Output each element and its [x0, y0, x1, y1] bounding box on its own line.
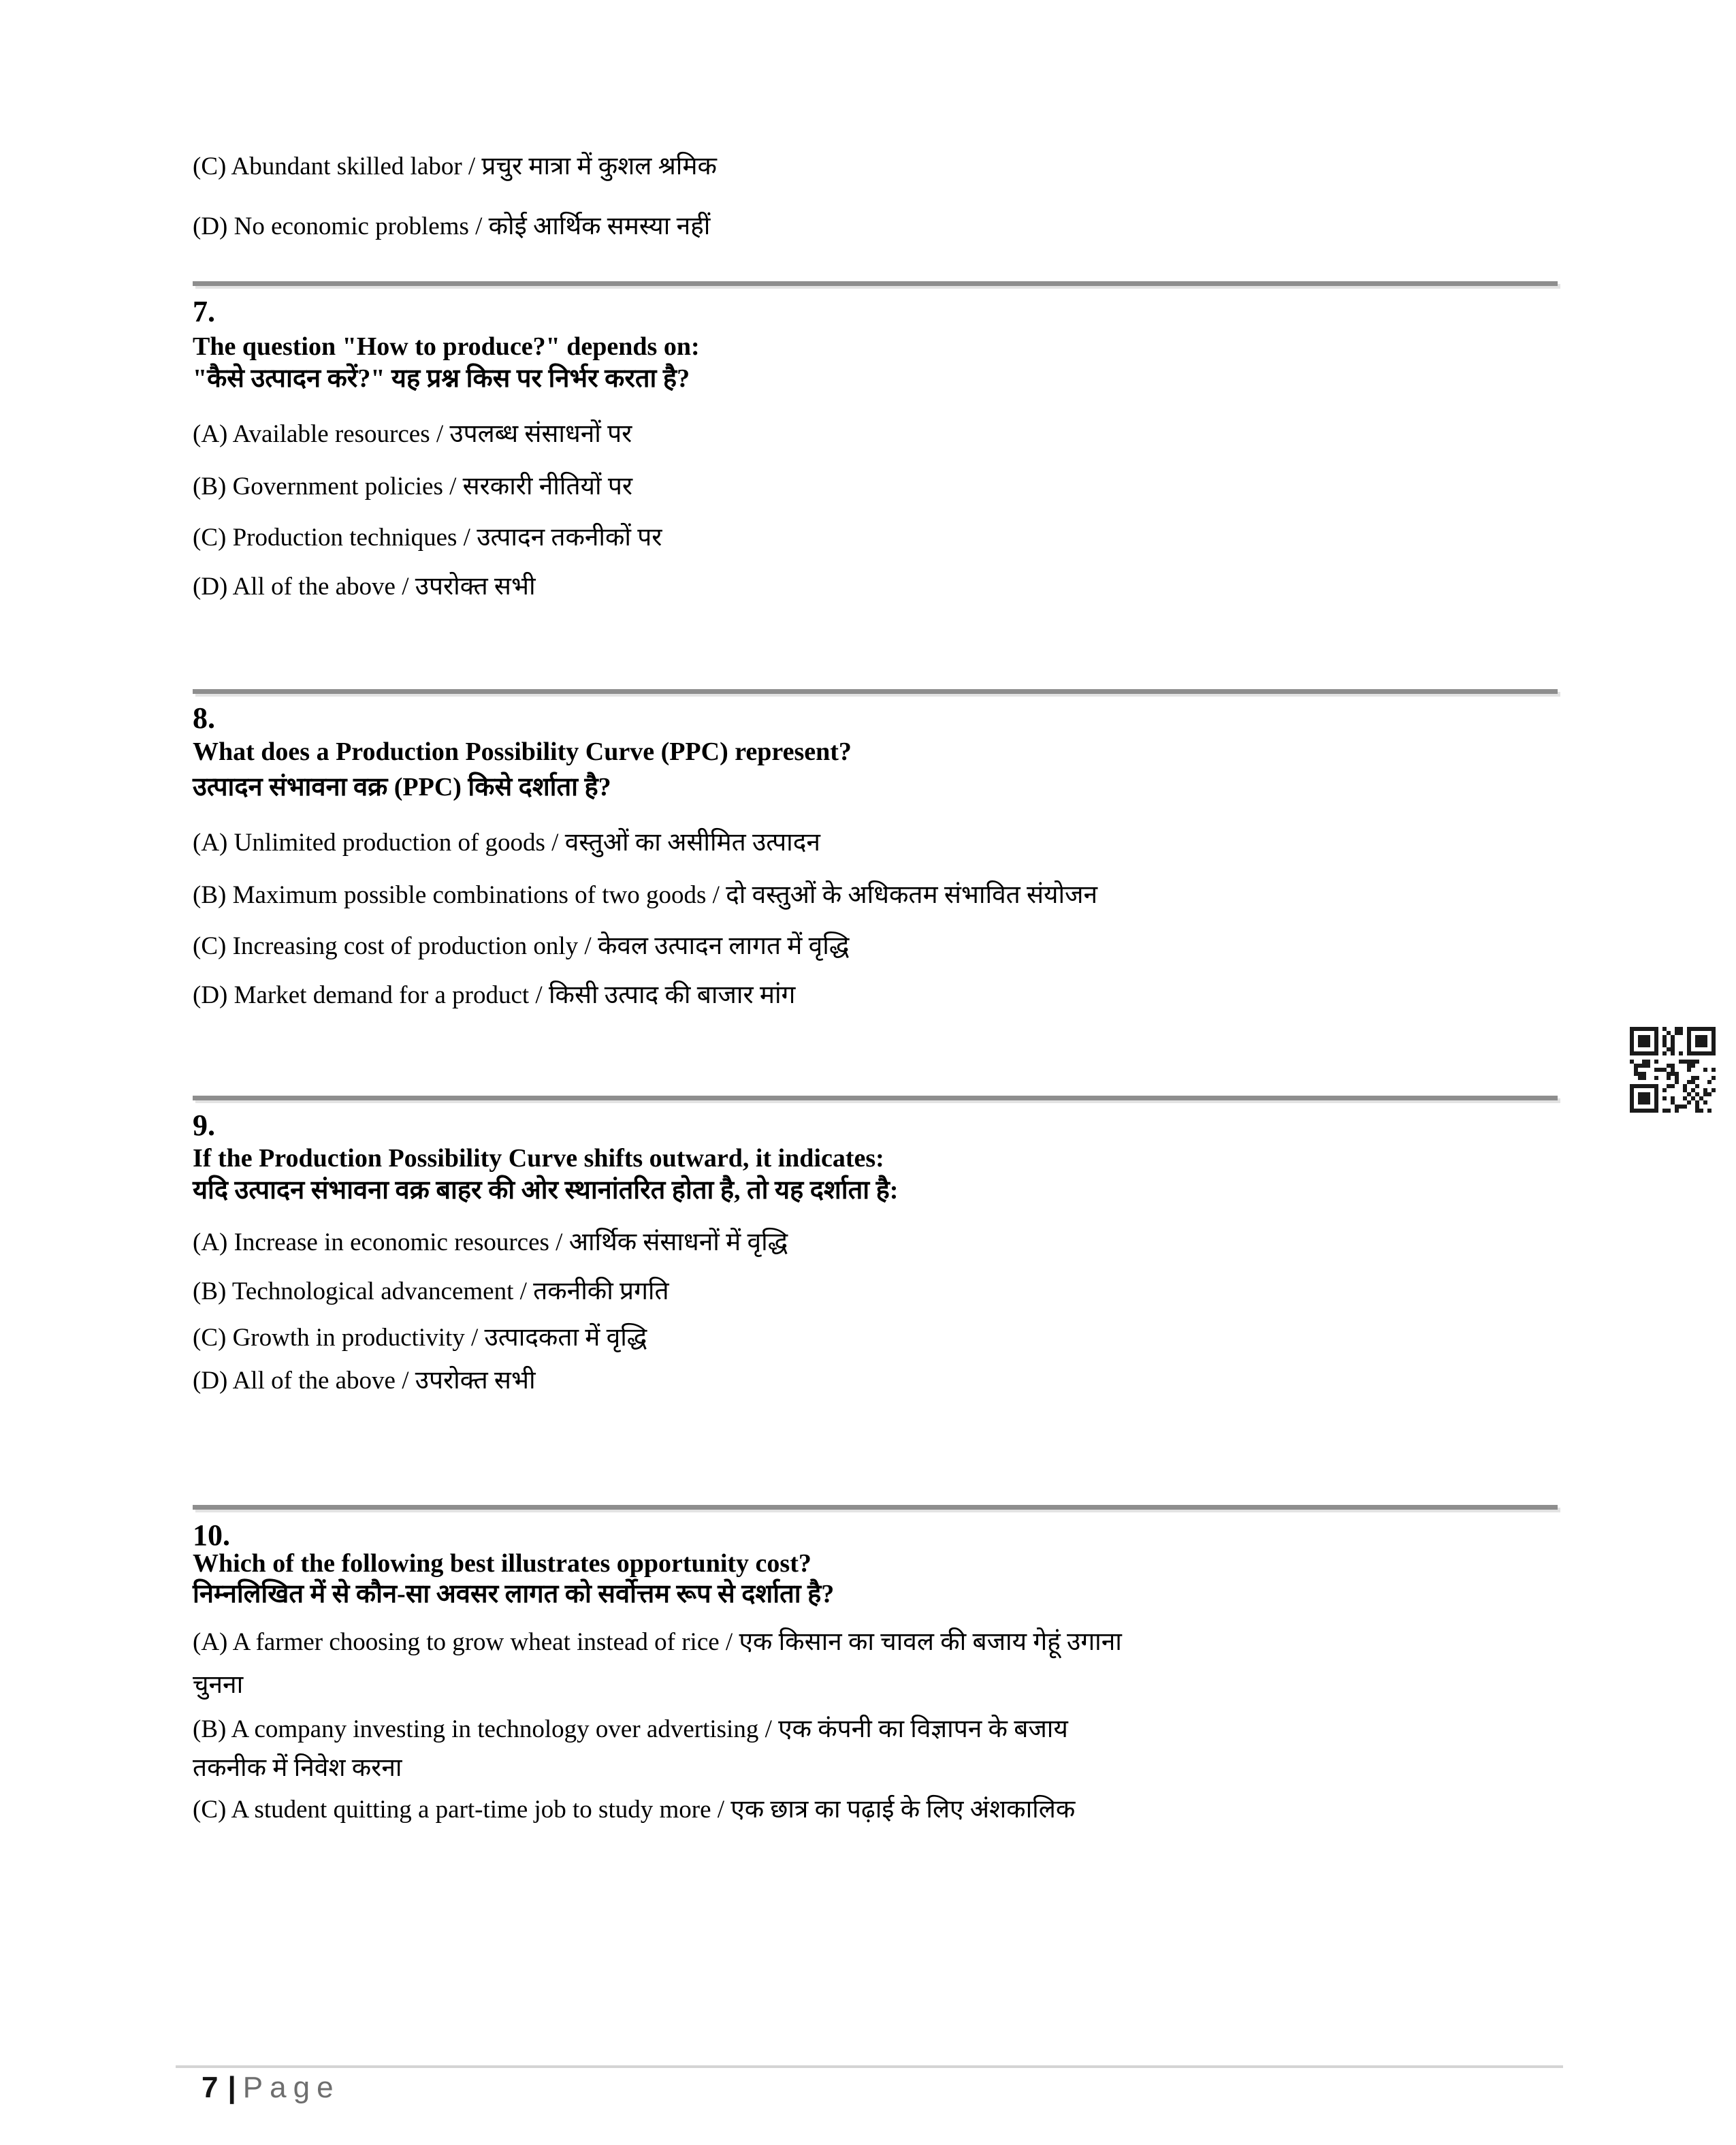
section-divider [193, 1505, 1558, 1510]
question-text-en: The question "How to produce?" depends on: [193, 332, 700, 361]
footer-separator: | [227, 2071, 236, 2104]
option-line: (C) Production techniques / उत्पादन तकनीकों पर [193, 524, 662, 552]
footer-page-number: 7 [202, 2071, 219, 2104]
option-line-continuation: तकनीक में निवेश करना [193, 1754, 402, 1782]
question-number: 8. [193, 701, 215, 735]
question-text-hi: "कैसे उत्पादन करें?" यह प्रश्न किस पर निर्भर करता है? [193, 364, 690, 393]
option-line: (C) Increasing cost of production only / केवल उत्पादन लागत में वृद्धि [193, 932, 850, 960]
option-line: (A) Increase in economic resources / आर्थिक संसाधनों में वृद्धि [193, 1228, 788, 1256]
option-line: (A) Unlimited production of goods / वस्तुओं का असीमित उत्पादन [193, 829, 820, 857]
question-number: 9. [193, 1109, 215, 1142]
question-text-en: If the Production Possibility Curve shifts outward, it indicates: [193, 1144, 884, 1173]
option-line: (B) Government policies / सरकारी नीतियों पर [193, 473, 632, 500]
footer-page-label: Page [242, 2071, 340, 2104]
footer [202, 2070, 340, 2106]
question-number: 10. [193, 1519, 230, 1552]
option-line: (B) Technological advancement / तकनीकी प्रगति [193, 1277, 669, 1305]
option-line-continuation: चुनना [193, 1671, 244, 1699]
option-line: (A) Available resources / उपलब्ध संसाधनों पर [193, 420, 632, 448]
option-line: (D) Market demand for a product / किसी उत्पाद की बाजार मांग [193, 981, 796, 1009]
question-text-en: What does a Production Possibility Curve (PPC) represent? [193, 737, 852, 766]
qr-code [1630, 1027, 1716, 1113]
option-line: (C) Growth in productivity / उत्पादकता में वृद्धि [193, 1324, 647, 1352]
question-text-hi: निम्नलिखित में से कौन-सा अवसर लागत को सर्वोत्तम रूप से दर्शाता है? [193, 1580, 835, 1608]
section-divider [193, 1096, 1558, 1100]
question-text-hi: उत्पादन संभावना वक्र (PPC) किसे दर्शाता है? [193, 773, 611, 801]
option-line: (C) Abundant skilled labor / प्रचुर मात्रा में कुशल श्रमिक [193, 153, 717, 180]
option-line: (B) A company investing in technology over advertising / एक कंपनी का विज्ञापन के बजाय [193, 1715, 1068, 1743]
option-line: (D) All of the above / उपरोक्त सभी [193, 1367, 536, 1395]
option-line: (B) Maximum possible combinations of two goods / दो वस्तुओं के अधिकतम संभावित संयोजन [193, 881, 1098, 909]
option-line: (A) A farmer choosing to grow wheat instead of rice / एक किसान का चावल की बजाय गेहूं उगाना [193, 1628, 1122, 1656]
footer-rule [176, 2065, 1563, 2068]
option-line: (D) No economic problems / कोई आर्थिक समस्या नहीं [193, 212, 711, 240]
section-divider [193, 281, 1558, 286]
option-line: (D) All of the above / उपरोक्त सभी [193, 573, 536, 601]
option-line: (C) A student quitting a part-time job to study more / एक छात्र का पढ़ाई के लिए अंशकालिक [193, 1796, 1076, 1824]
question-text-hi: यदि उत्पादन संभावना वक्र बाहर की ओर स्थानांतरित होता है, तो यह दर्शाता है: [193, 1176, 899, 1205]
section-divider [193, 689, 1558, 694]
question-number: 7. [193, 295, 215, 328]
question-text-en: Which of the following best illustrates opportunity cost? [193, 1549, 811, 1578]
